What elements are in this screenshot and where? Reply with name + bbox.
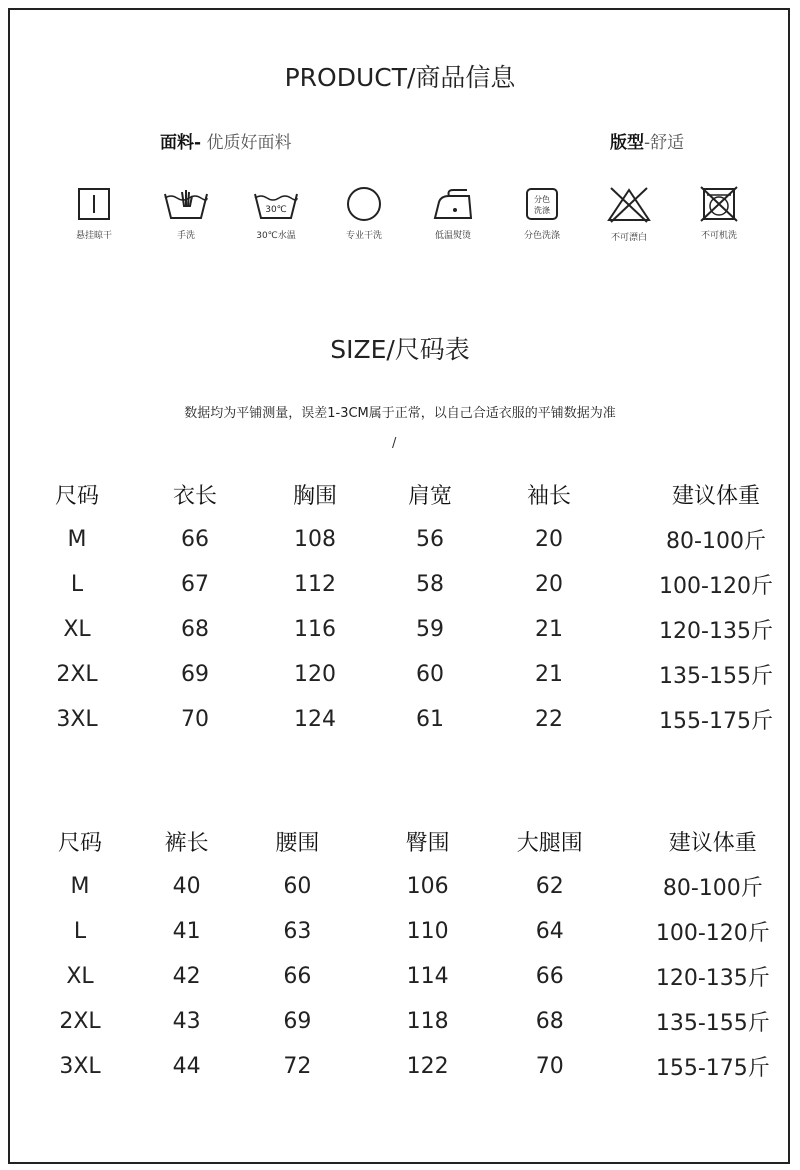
product-title: PRODUCT/商品信息 (284, 63, 516, 92)
table-cell: L (73, 919, 87, 944)
table-cell: 100-120斤 (655, 921, 770, 946)
fabric-label: 面料- (160, 133, 202, 153)
header-cell: 大腿围 (516, 831, 583, 856)
table-cell: 56 (416, 527, 444, 552)
care-item-hang-dry: 悬挂晾干 (49, 186, 139, 241)
table-cell: 58 (416, 572, 444, 597)
header-cell: 建议体重 (668, 831, 757, 856)
table-cell: 66 (535, 964, 564, 989)
table-row (0, 954, 800, 999)
table-cell: 80-100斤 (666, 529, 766, 554)
table-cell: 122 (406, 1054, 449, 1079)
table-cell: 124 (294, 707, 336, 732)
table-cell: 70 (181, 707, 209, 732)
table-cell: 100-120斤 (659, 574, 773, 599)
table-cell: 155-175斤 (659, 709, 773, 734)
table-cell: XL (66, 964, 94, 989)
hand-wash-icon (162, 186, 210, 222)
top-size-table (0, 472, 800, 742)
table-cell: 120 (294, 662, 336, 687)
fabric-value: 优质好面料 (201, 133, 292, 153)
wash-30-icon (252, 186, 300, 222)
care-item-no-machine-wash: 不可机洗 (674, 186, 764, 241)
table-row (0, 999, 800, 1044)
table-cell: 3XL (56, 707, 98, 732)
table-cell: 155-175斤 (655, 1056, 770, 1081)
svg-text:30℃: 30℃ (265, 205, 287, 215)
table-cell: 22 (535, 707, 563, 732)
table-cell: 3XL (59, 1054, 101, 1079)
table-cell: 69 (283, 1009, 312, 1034)
table-cell: 66 (283, 964, 312, 989)
table-cell: 120-135斤 (655, 966, 770, 991)
hang-dry-icon (74, 186, 114, 222)
fit-label: 版型 (610, 133, 644, 153)
table-cell: 69 (181, 662, 209, 687)
care-item-hand-wash: 手洗 (141, 186, 231, 241)
header-cell: 臀围 (405, 831, 450, 856)
table-cell: 67 (181, 572, 209, 597)
table-cell: 110 (406, 919, 449, 944)
header-cell: 尺码 (54, 484, 99, 509)
header-cell: 衣长 (172, 484, 217, 509)
table-cell: M (70, 874, 90, 899)
table-cell: 60 (283, 874, 312, 899)
table-cell: 135-155斤 (655, 1011, 770, 1036)
header-cell: 肩宽 (407, 484, 452, 509)
care-item-dry-clean: 专业干洗 (319, 186, 409, 241)
no-machine-wash-icon (699, 186, 739, 222)
table-cell: 60 (416, 662, 444, 687)
table-header-row (0, 472, 800, 517)
table-cell: 70 (535, 1054, 564, 1079)
table-cell: 44 (172, 1054, 201, 1079)
table-cell: 62 (535, 874, 564, 899)
table-cell: 2XL (56, 662, 98, 687)
table-cell: 59 (416, 617, 444, 642)
fit-info (610, 128, 684, 153)
table-cell: 72 (283, 1054, 312, 1079)
no-bleach-icon (605, 186, 653, 224)
care-item-wash-30: 30℃ 30℃水温 (231, 186, 321, 241)
dry-clean-icon (344, 186, 384, 222)
table-row (0, 517, 800, 562)
header-cell: 腰围 (275, 831, 320, 856)
table-cell: 41 (172, 919, 201, 944)
table-cell: 108 (294, 527, 336, 552)
table-row (0, 697, 800, 742)
measurement-note: 数据均为平铺测量，误差1-3CM属于正常，以自己合适衣服的平铺数据为准 (184, 406, 616, 421)
table-cell: XL (63, 617, 91, 642)
fit-value: -舒适 (644, 133, 685, 153)
table-cell: 61 (416, 707, 444, 732)
care-item-no-bleach: 不可漂白 (584, 186, 674, 243)
table-cell: 21 (535, 662, 563, 687)
bottom-size-table (0, 819, 800, 1089)
header-cell: 裤长 (164, 831, 209, 856)
table-cell: 66 (181, 527, 209, 552)
table-cell: 106 (406, 874, 449, 899)
svg-text:分色: 分色 (534, 195, 550, 204)
table-cell: 40 (172, 874, 201, 899)
header-cell: 建议体重 (671, 484, 760, 509)
care-item-low-iron: 低温熨烫 (408, 186, 498, 241)
table-cell: 63 (283, 919, 312, 944)
table-cell: 118 (406, 1009, 449, 1034)
table-cell: 42 (172, 964, 201, 989)
table-cell: 68 (181, 617, 209, 642)
table-row (0, 607, 800, 652)
size-title: SIZE/尺码表 (330, 335, 470, 364)
table-cell: 120-135斤 (659, 619, 773, 644)
table-cell: 80-100斤 (662, 876, 763, 901)
table-cell: M (67, 527, 87, 552)
header-cell: 袖长 (526, 484, 571, 509)
fabric-info (160, 128, 291, 153)
table-cell: 2XL (59, 1009, 101, 1034)
table-cell: 68 (535, 1009, 564, 1034)
table-row (0, 864, 800, 909)
note-slash: / (392, 436, 397, 451)
low-iron-icon (429, 186, 477, 222)
table-cell: 43 (172, 1009, 201, 1034)
header-cell: 胸围 (292, 484, 337, 509)
table-cell: 20 (535, 527, 563, 552)
table-row (0, 652, 800, 697)
header-cell: 尺码 (57, 831, 102, 856)
table-cell: 64 (535, 919, 564, 944)
table-cell: 21 (535, 617, 563, 642)
table-row (0, 1044, 800, 1089)
table-cell: 20 (535, 572, 563, 597)
table-cell: 114 (406, 964, 449, 989)
table-row (0, 909, 800, 954)
table-cell: 135-155斤 (659, 664, 773, 689)
table-cell: 116 (294, 617, 336, 642)
care-item-separate-wash: 分色 洗涤 分色洗涤 (497, 186, 587, 241)
separate-wash-icon (522, 186, 562, 222)
table-row (0, 562, 800, 607)
svg-text:洗涤: 洗涤 (534, 206, 550, 215)
table-cell: L (70, 572, 84, 597)
table-cell: 112 (294, 572, 336, 597)
table-header-row (0, 819, 800, 864)
